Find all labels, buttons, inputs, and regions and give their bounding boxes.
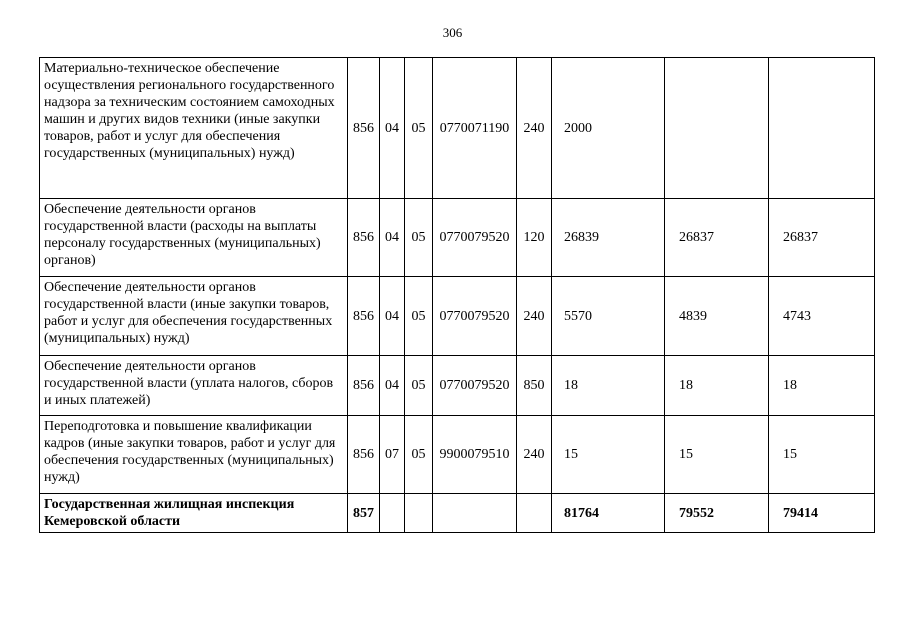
- amount-year2-cell: 79552: [665, 494, 769, 533]
- amount-year3-cell: 79414: [769, 494, 875, 533]
- expense-type-cell: 240: [517, 416, 552, 494]
- target-article-cell: 0770079520: [433, 277, 517, 356]
- ved-code-cell: 856: [348, 416, 380, 494]
- amount-year1-cell: 2000: [552, 58, 665, 199]
- subsection-code-cell: 05: [405, 416, 433, 494]
- amount-year3-cell: 26837: [769, 199, 875, 277]
- subsection-code-cell: 05: [405, 58, 433, 199]
- row-name-cell: Материально-техническое обеспечение осуществления регионального государственного надзора за техническим состоянием самоходных машин и других видов техники (иные закупки товаров, работ и услуг для обеспечения государственных (муниципальных) нужд): [40, 58, 348, 199]
- amount-year2-cell: 15: [665, 416, 769, 494]
- expense-type-cell: 850: [517, 356, 552, 416]
- table-row: [40, 58, 875, 199]
- section-code-cell: 04: [380, 356, 405, 416]
- table-row: [40, 199, 875, 277]
- amount-year3-cell: 18: [769, 356, 875, 416]
- subsection-code-cell: 05: [405, 199, 433, 277]
- ved-code-cell: 856: [348, 58, 380, 199]
- section-code-cell: 07: [380, 416, 405, 494]
- expense-type-cell: 240: [517, 277, 552, 356]
- section-code-cell: 04: [380, 58, 405, 199]
- amount-year1-cell: 5570: [552, 277, 665, 356]
- ved-code-cell: 856: [348, 199, 380, 277]
- table-row: [40, 356, 875, 416]
- expense-type-cell: 240: [517, 58, 552, 199]
- section-code-cell: 04: [380, 199, 405, 277]
- section-code-cell: [380, 494, 405, 533]
- amount-year2-cell: 26837: [665, 199, 769, 277]
- target-article-cell: 9900079510: [433, 416, 517, 494]
- amount-year3-cell: [769, 58, 875, 199]
- target-article-cell: 0770079520: [433, 356, 517, 416]
- table-body: [40, 58, 875, 533]
- table-row-total: [40, 494, 875, 533]
- target-article-cell: [433, 494, 517, 533]
- amount-year1-cell: 26839: [552, 199, 665, 277]
- row-name-cell: Государственная жилищная инспекция Кемеровской области: [40, 494, 348, 533]
- target-article-cell: 0770079520: [433, 199, 517, 277]
- table-row: [40, 416, 875, 494]
- page-number: 306: [442, 25, 463, 40]
- amount-year2-cell: 18: [665, 356, 769, 416]
- ved-code-cell: 856: [348, 277, 380, 356]
- expense-type-cell: [517, 494, 552, 533]
- subsection-code-cell: 05: [405, 277, 433, 356]
- subsection-code-cell: 05: [405, 356, 433, 416]
- row-name-cell: Обеспечение деятельности органов государственной власти (расходы на выплаты персоналу государственных (муниципальных) органов): [40, 199, 348, 277]
- ved-code-cell: 856: [348, 356, 380, 416]
- row-name-cell: Обеспечение деятельности органов государственной власти (иные закупки товаров, работ и услуг для обеспечения государственных (муниципальных) нужд): [40, 277, 348, 356]
- amount-year2-cell: 4839: [665, 277, 769, 356]
- amount-year3-cell: 4743: [769, 277, 875, 356]
- budget-table: [39, 57, 875, 533]
- row-name-cell: Обеспечение деятельности органов государственной власти (уплата налогов, сборов и иных платежей): [40, 356, 348, 416]
- section-code-cell: 04: [380, 277, 405, 356]
- amount-year1-cell: 18: [552, 356, 665, 416]
- target-article-cell: 0770071190: [433, 58, 517, 199]
- amount-year2-cell: [665, 58, 769, 199]
- amount-year1-cell: 15: [552, 416, 665, 494]
- subsection-code-cell: [405, 494, 433, 533]
- row-name-cell: Переподготовка и повышение квалификации кадров (иные закупки товаров, работ и услуг для обеспечения государственных (муниципальных) нужд): [40, 416, 348, 494]
- ved-code-cell: 857: [348, 494, 380, 533]
- amount-year1-cell: 81764: [552, 494, 665, 533]
- table-row: [40, 277, 875, 356]
- expense-type-cell: 120: [517, 199, 552, 277]
- amount-year3-cell: 15: [769, 416, 875, 494]
